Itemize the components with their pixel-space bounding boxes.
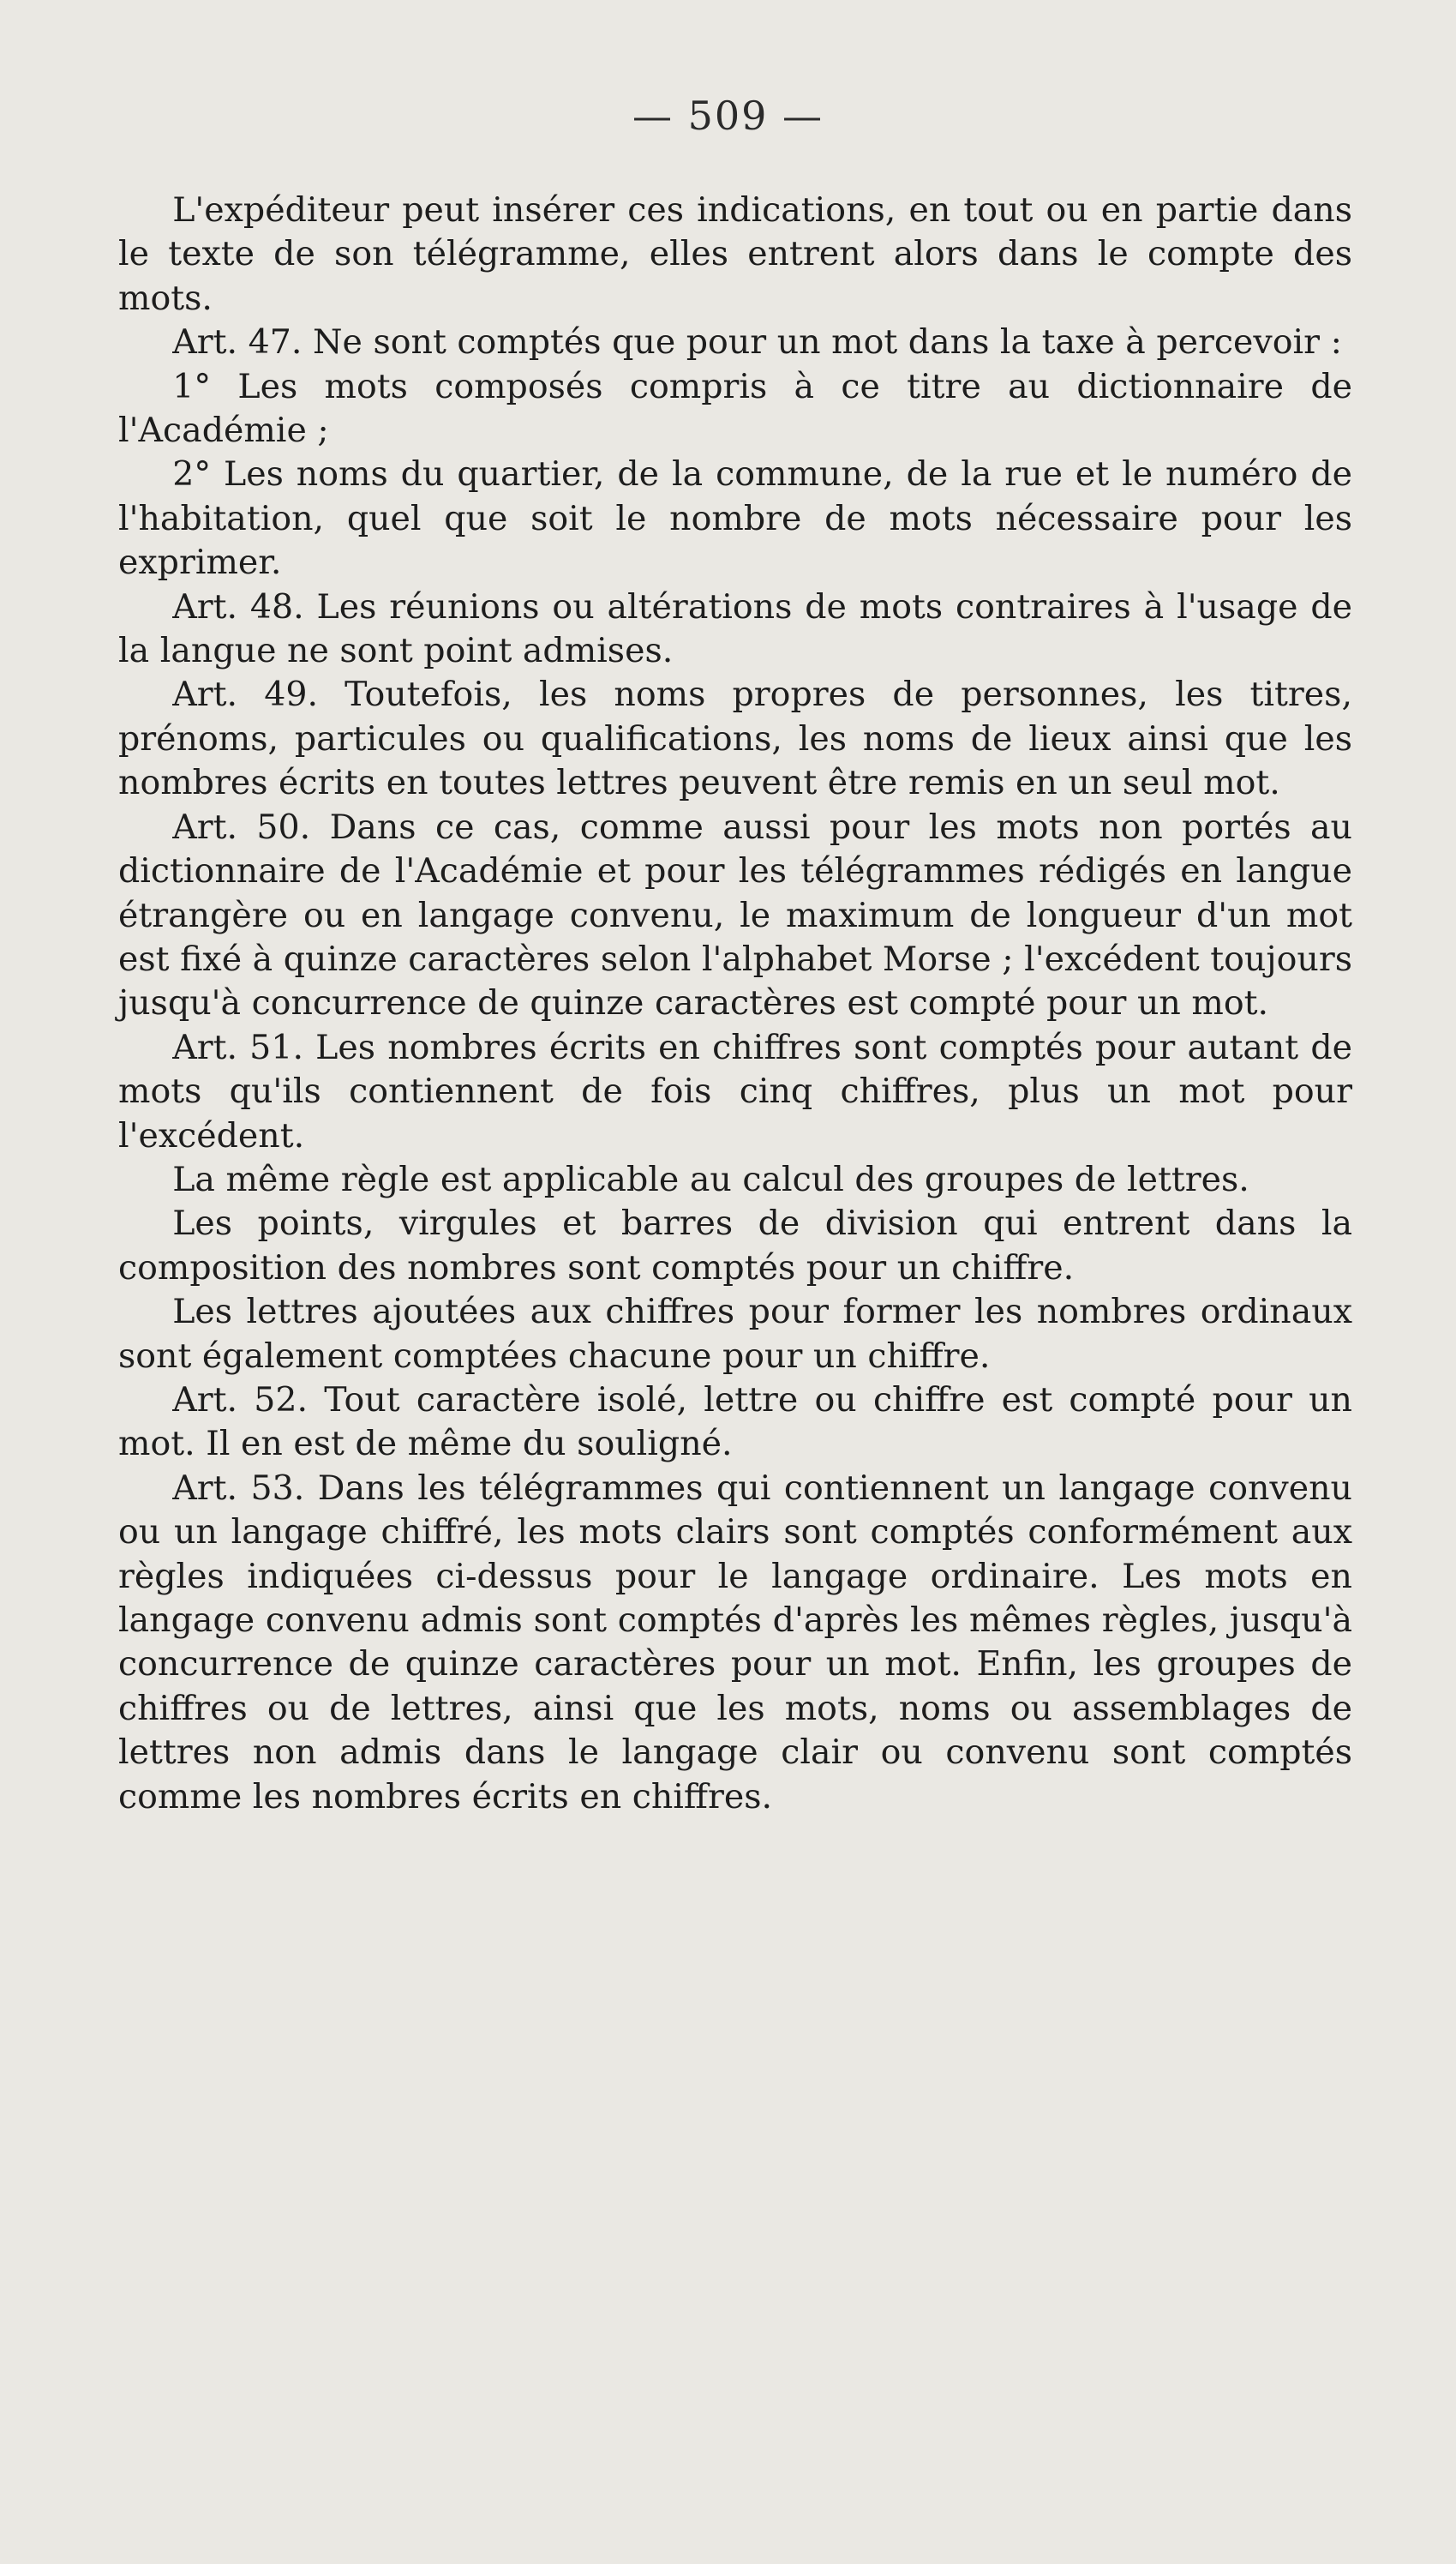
page-number: — 509 — [632,93,824,139]
paragraph-art-49: Art. 49. Toutefois, les noms propres de personnes, les titres, prénoms, particules ou qualifications, les noms de lieux ainsi que les nombres écrits en toutes lettres peuvent être remis en un seul mot. [118,675,1352,803]
paragraph-art-47: Art. 47. Ne sont comptés que pour un mot dans la taxe à percevoir : [172,322,1342,363]
paragraph-intro: L'expéditeur peut insérer ces indications, en tout ou en partie dans le texte de son télégramme, elles entrent alors dans le compte des mots. [118,190,1352,318]
paragraph-art-53: Art. 53. Dans les télégrammes qui contiennent un langage convenu ou un langage chiffré, les mots clairs sont comptés conformément aux règles indiquées ci-dessus pour le langage ordinaire. Les mots en langage convenu admis sont comptés d'après les mêmes règles, jusqu'à concurrence de quinze caractères pour un mot. Enfin, les groupes de chiffres ou de lettres, ainsi que les mots, noms ou assemblages de lettres non admis dans le langage clair ou convenu sont comptés comme les nombres écrits en chiffres. [118,1468,1352,1816]
paragraph-art-47-item-2: 2° Les noms du quartier, de la commune, de la rue et le numéro de l'habitation, quel que soit le nombre de mots nécessaire pour les exprimer. [118,454,1352,583]
paragraph-art-52: Art. 52. Tout caractère isolé, lettre ou chiffre est compté pour un mot. Il en est de même du souligné. [118,1379,1352,1464]
paragraph-art-51-letters: La même règle est applicable au calcul des groupes de lettres. [172,1159,1249,1199]
body-text [118,189,1352,1819]
paragraph-art-51-punctuation: Les points, virgules et barres de division qui entrent dans la composition des nombres sont comptés pour un chiffre. [118,1204,1352,1288]
paragraph-art-47-item-1: 1° Les mots composés compris à ce titre au dictionnaire de l'Académie ; [118,366,1352,451]
paragraph-art-51-ordinals: Les lettres ajoutées aux chiffres pour former les nombres ordinaux sont également comptées chacune pour un chiffre. [118,1292,1352,1376]
paragraph-art-51: Art. 51. Les nombres écrits en chiffres sont comptés pour autant de mots qu'ils contiennent de fois cinq chiffres, plus un mot pour l'excédent. [118,1027,1352,1156]
paragraph-art-50: Art. 50. Dans ce cas, comme aussi pour les mots non portés au dictionnaire de l'Académie et pour les télégrammes rédigés en langue étrangère ou en langage convenu, le maximum de longueur d'un mot est fixé à quinze caractères selon l'alphabet Morse ; l'excédent toujours jusqu'à concurrence de quinze caractères est compté pour un mot. [118,807,1352,1024]
paragraph-art-48: Art. 48. Les réunions ou altérations de mots contraires à l'usage de la langue ne sont point admises. [118,586,1352,671]
